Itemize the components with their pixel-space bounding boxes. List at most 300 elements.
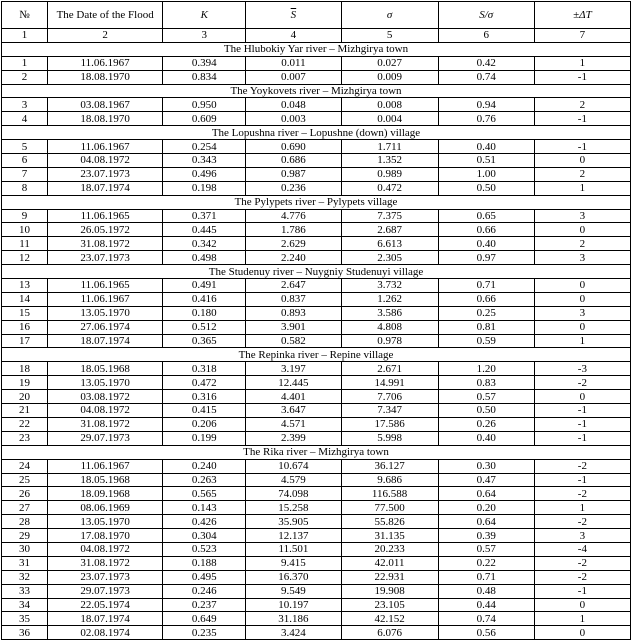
sigma-value: 36.127 (341, 459, 438, 473)
section-header-row (2, 265, 631, 279)
row-number: 22 (2, 417, 48, 431)
table-row (2, 515, 631, 529)
row-number: 5 (2, 140, 48, 154)
table-row (2, 404, 631, 418)
flood-date: 13.05.1970 (48, 376, 163, 390)
table-row (2, 612, 631, 626)
delta-t-value: 0 (534, 626, 630, 640)
ratio-value: 0.47 (438, 473, 534, 487)
s-mean-value: 0.003 (246, 112, 341, 126)
ratio-value: 0.40 (438, 140, 534, 154)
column-number-row (2, 29, 631, 43)
delta-t-value: -1 (534, 112, 630, 126)
delta-t-value: 2 (534, 167, 630, 181)
s-mean-value: 2.399 (246, 431, 341, 445)
section-header-row (2, 195, 631, 209)
row-number: 9 (2, 209, 48, 223)
flood-date: 26.05.1972 (48, 223, 163, 237)
ratio-value: 0.30 (438, 459, 534, 473)
table-row (2, 279, 631, 293)
flood-date: 08.06.1969 (48, 501, 163, 515)
table-row (2, 181, 631, 195)
sigma-value: 3.586 (341, 306, 438, 320)
sigma-value: 2.305 (341, 251, 438, 265)
section-title: The Rika river – Mizhgirya town (2, 445, 631, 459)
sigma-value: 0.004 (341, 112, 438, 126)
ratio-value: 0.39 (438, 529, 534, 543)
ratio-value: 0.50 (438, 181, 534, 195)
flood-date: 29.07.1973 (48, 584, 163, 598)
row-number: 19 (2, 376, 48, 390)
row-number: 31 (2, 556, 48, 570)
s-mean-value: 0.007 (246, 70, 341, 84)
table-row (2, 154, 631, 168)
delta-t-value: 0 (534, 223, 630, 237)
ratio-value: 1.00 (438, 167, 534, 181)
delta-t-value: -2 (534, 459, 630, 473)
table-row (2, 487, 631, 501)
s-mean-value: 3.901 (246, 320, 341, 334)
s-mean-value: 11.501 (246, 542, 341, 556)
column-number: 3 (163, 29, 246, 43)
k-value: 0.198 (163, 181, 246, 195)
delta-t-value: 0 (534, 390, 630, 404)
s-mean-value: 2.240 (246, 251, 341, 265)
table-row (2, 626, 631, 640)
delta-t-value: 0 (534, 320, 630, 334)
column-number: 6 (438, 29, 534, 43)
table-body (2, 42, 631, 639)
delta-t-value: 3 (534, 529, 630, 543)
delta-t-value: -1 (534, 473, 630, 487)
s-mean-value: 0.690 (246, 140, 341, 154)
sigma-value: 1.711 (341, 140, 438, 154)
row-number: 3 (2, 98, 48, 112)
k-value: 0.206 (163, 417, 246, 431)
section-title: The Hlubokiy Yar river – Mizhgirya town (2, 42, 631, 56)
section-title: The Yoykovets river – Mizhgirya town (2, 84, 631, 98)
flood-date: 04.08.1972 (48, 404, 163, 418)
s-mean-value: 15.258 (246, 501, 341, 515)
flood-date: 11.06.1967 (48, 292, 163, 306)
row-number: 25 (2, 473, 48, 487)
sigma-value: 1.352 (341, 154, 438, 168)
table-row (2, 223, 631, 237)
sigma-value: 0.009 (341, 70, 438, 84)
delta-t-value: -1 (534, 70, 630, 84)
ratio-value: 0.97 (438, 251, 534, 265)
s-mean-value: 2.647 (246, 279, 341, 293)
sigma-value: 42.152 (341, 612, 438, 626)
flood-date: 02.08.1974 (48, 626, 163, 640)
section-header-row (2, 445, 631, 459)
ratio-value: 0.50 (438, 404, 534, 418)
sigma-value: 77.500 (341, 501, 438, 515)
row-number: 36 (2, 626, 48, 640)
table-row (2, 584, 631, 598)
delta-t-value: 2 (534, 98, 630, 112)
table-row (2, 140, 631, 154)
k-value: 0.316 (163, 390, 246, 404)
table-row (2, 529, 631, 543)
delta-t-value: 0 (534, 292, 630, 306)
s-mean-value: 35.905 (246, 515, 341, 529)
s-mean-value: 16.370 (246, 570, 341, 584)
ratio-value: 0.74 (438, 612, 534, 626)
k-value: 0.199 (163, 431, 246, 445)
row-number: 15 (2, 306, 48, 320)
row-number: 7 (2, 167, 48, 181)
row-number: 17 (2, 334, 48, 348)
sigma-value: 55.826 (341, 515, 438, 529)
s-mean-value: 4.579 (246, 473, 341, 487)
table-row (2, 334, 631, 348)
column-number: 2 (48, 29, 163, 43)
k-value: 0.342 (163, 237, 246, 251)
flood-date: 22.05.1974 (48, 598, 163, 612)
sigma-value: 9.686 (341, 473, 438, 487)
flood-date: 31.08.1972 (48, 556, 163, 570)
sigma-value: 116.588 (341, 487, 438, 501)
s-mean-value: 9.549 (246, 584, 341, 598)
table-row (2, 56, 631, 70)
s-mean-value: 0.011 (246, 56, 341, 70)
k-value: 0.512 (163, 320, 246, 334)
delta-t-value: 1 (534, 334, 630, 348)
row-number: 14 (2, 292, 48, 306)
s-mean-value: 4.571 (246, 417, 341, 431)
section-header-row (2, 348, 631, 362)
column-number: 5 (341, 29, 438, 43)
ratio-value: 0.40 (438, 237, 534, 251)
k-value: 0.472 (163, 376, 246, 390)
flood-date: 03.08.1972 (48, 390, 163, 404)
column-number: 7 (534, 29, 630, 43)
ratio-value: 0.94 (438, 98, 534, 112)
table-row (2, 209, 631, 223)
ratio-value: 0.44 (438, 598, 534, 612)
column-number: 4 (246, 29, 341, 43)
s-mean-value: 2.629 (246, 237, 341, 251)
delta-t-value: 3 (534, 209, 630, 223)
header-s-sigma-ratio: S/σ (438, 2, 534, 29)
s-mean-value: 3.647 (246, 404, 341, 418)
row-number: 23 (2, 431, 48, 445)
delta-t-value: -2 (534, 376, 630, 390)
table-row (2, 376, 631, 390)
header-sigma: σ (341, 2, 438, 29)
row-number: 21 (2, 404, 48, 418)
sigma-value: 20.233 (341, 542, 438, 556)
sigma-value: 0.027 (341, 56, 438, 70)
delta-t-value: 3 (534, 251, 630, 265)
sigma-value: 6.613 (341, 237, 438, 251)
flood-date: 04.08.1972 (48, 154, 163, 168)
flood-date: 04.08.1972 (48, 542, 163, 556)
flood-date: 13.05.1970 (48, 306, 163, 320)
section-header-row (2, 42, 631, 56)
k-value: 0.304 (163, 529, 246, 543)
ratio-value: 0.74 (438, 70, 534, 84)
k-value: 0.240 (163, 459, 246, 473)
ratio-value: 0.48 (438, 584, 534, 598)
delta-t-value: -1 (534, 584, 630, 598)
k-value: 0.415 (163, 404, 246, 418)
ratio-value: 0.71 (438, 570, 534, 584)
sigma-value: 2.687 (341, 223, 438, 237)
ratio-value: 0.59 (438, 334, 534, 348)
row-number: 2 (2, 70, 48, 84)
delta-t-value: -2 (534, 570, 630, 584)
s-mean-value: 0.893 (246, 306, 341, 320)
ratio-value: 0.56 (438, 626, 534, 640)
table-row (2, 167, 631, 181)
delta-t-value: 1 (534, 612, 630, 626)
header-delta-t: ±ΔT (534, 2, 630, 29)
ratio-value: 0.83 (438, 376, 534, 390)
ratio-value: 0.22 (438, 556, 534, 570)
flood-date: 18.05.1968 (48, 362, 163, 376)
row-number: 8 (2, 181, 48, 195)
table-row (2, 556, 631, 570)
ratio-value: 0.57 (438, 542, 534, 556)
k-value: 0.343 (163, 154, 246, 168)
s-mean-value: 3.197 (246, 362, 341, 376)
ratio-value: 0.66 (438, 292, 534, 306)
table-row (2, 417, 631, 431)
delta-t-value: 0 (534, 279, 630, 293)
k-value: 0.188 (163, 556, 246, 570)
s-mean-value: 0.686 (246, 154, 341, 168)
ratio-value: 0.66 (438, 223, 534, 237)
row-number: 26 (2, 487, 48, 501)
section-title: The Repinka river – Repine village (2, 348, 631, 362)
k-value: 0.318 (163, 362, 246, 376)
ratio-value: 0.51 (438, 154, 534, 168)
k-value: 0.609 (163, 112, 246, 126)
ratio-value: 0.71 (438, 279, 534, 293)
delta-t-value: -2 (534, 515, 630, 529)
section-title: The Lopushna river – Lopushne (down) village (2, 126, 631, 140)
sigma-value: 0.472 (341, 181, 438, 195)
sigma-value: 17.586 (341, 417, 438, 431)
ratio-value: 1.20 (438, 362, 534, 376)
flood-date: 23.07.1973 (48, 570, 163, 584)
row-number: 13 (2, 279, 48, 293)
flood-date: 31.08.1972 (48, 237, 163, 251)
sigma-value: 0.989 (341, 167, 438, 181)
table-row (2, 292, 631, 306)
k-value: 0.143 (163, 501, 246, 515)
delta-t-value: -3 (534, 362, 630, 376)
ratio-value: 0.26 (438, 417, 534, 431)
ratio-value: 0.42 (438, 56, 534, 70)
sigma-value: 7.375 (341, 209, 438, 223)
flood-date: 11.06.1967 (48, 459, 163, 473)
ratio-value: 0.64 (438, 515, 534, 529)
delta-t-value: -1 (534, 431, 630, 445)
sigma-value: 42.011 (341, 556, 438, 570)
s-mean-value: 31.186 (246, 612, 341, 626)
k-value: 0.649 (163, 612, 246, 626)
flood-date: 18.05.1968 (48, 473, 163, 487)
table-row (2, 237, 631, 251)
sigma-value: 4.808 (341, 320, 438, 334)
k-value: 0.237 (163, 598, 246, 612)
flood-date: 18.08.1970 (48, 112, 163, 126)
column-number: 1 (2, 29, 48, 43)
k-value: 0.246 (163, 584, 246, 598)
sigma-value: 1.262 (341, 292, 438, 306)
sigma-value: 5.998 (341, 431, 438, 445)
row-number: 4 (2, 112, 48, 126)
s-mean-value: 12.445 (246, 376, 341, 390)
delta-t-value: -4 (534, 542, 630, 556)
ratio-value: 0.57 (438, 390, 534, 404)
row-number: 12 (2, 251, 48, 265)
row-number: 10 (2, 223, 48, 237)
flood-date: 18.08.1970 (48, 70, 163, 84)
k-value: 0.416 (163, 292, 246, 306)
sigma-value: 2.671 (341, 362, 438, 376)
section-title: The Studenuy river – Nuygniy Studenuyi village (2, 265, 631, 279)
sigma-value: 6.076 (341, 626, 438, 640)
s-mean-value: 0.582 (246, 334, 341, 348)
delta-t-value: -1 (534, 140, 630, 154)
table-row (2, 362, 631, 376)
flood-date: 27.06.1974 (48, 320, 163, 334)
header-k: K (163, 2, 246, 29)
table-row (2, 320, 631, 334)
ratio-value: 0.76 (438, 112, 534, 126)
table-row (2, 390, 631, 404)
s-mean-value: 1.786 (246, 223, 341, 237)
ratio-value: 0.40 (438, 431, 534, 445)
delta-t-value: -2 (534, 487, 630, 501)
k-value: 0.950 (163, 98, 246, 112)
delta-t-value: 1 (534, 181, 630, 195)
flood-data-table (1, 1, 631, 640)
k-value: 0.365 (163, 334, 246, 348)
k-value: 0.498 (163, 251, 246, 265)
ratio-value: 0.64 (438, 487, 534, 501)
k-value: 0.491 (163, 279, 246, 293)
sigma-value: 19.908 (341, 584, 438, 598)
header-number: № (2, 2, 48, 29)
row-number: 29 (2, 529, 48, 543)
sigma-value: 0.978 (341, 334, 438, 348)
row-number: 11 (2, 237, 48, 251)
flood-date: 11.06.1967 (48, 56, 163, 70)
k-value: 0.496 (163, 167, 246, 181)
flood-date: 23.07.1973 (48, 251, 163, 265)
k-value: 0.263 (163, 473, 246, 487)
header-date: The Date of the Flood (48, 2, 163, 29)
delta-t-value: 1 (534, 501, 630, 515)
row-number: 33 (2, 584, 48, 598)
row-number: 28 (2, 515, 48, 529)
delta-t-value: 3 (534, 306, 630, 320)
table-row (2, 473, 631, 487)
delta-t-value: 0 (534, 598, 630, 612)
s-mean-value: 74.098 (246, 487, 341, 501)
sigma-value: 14.991 (341, 376, 438, 390)
row-number: 20 (2, 390, 48, 404)
flood-date: 18.09.1968 (48, 487, 163, 501)
k-value: 0.523 (163, 542, 246, 556)
flood-date: 11.06.1967 (48, 140, 163, 154)
delta-t-value: -1 (534, 417, 630, 431)
s-mean-value: 12.137 (246, 529, 341, 543)
s-mean-value: 0.987 (246, 167, 341, 181)
flood-date: 13.05.1970 (48, 515, 163, 529)
s-mean-value: 9.415 (246, 556, 341, 570)
table-row (2, 459, 631, 473)
k-value: 0.495 (163, 570, 246, 584)
row-number: 30 (2, 542, 48, 556)
row-number: 1 (2, 56, 48, 70)
k-value: 0.394 (163, 56, 246, 70)
k-value: 0.371 (163, 209, 246, 223)
ratio-value: 0.65 (438, 209, 534, 223)
sigma-value: 23.105 (341, 598, 438, 612)
sigma-value: 31.135 (341, 529, 438, 543)
sigma-value: 3.732 (341, 279, 438, 293)
header-s-mean: $\overline{S}$ (246, 2, 341, 29)
flood-date: 03.08.1967 (48, 98, 163, 112)
s-mean-value: 4.401 (246, 390, 341, 404)
s-mean-value: 3.424 (246, 626, 341, 640)
table-row (2, 251, 631, 265)
row-number: 6 (2, 154, 48, 168)
flood-date: 11.06.1965 (48, 279, 163, 293)
row-number: 24 (2, 459, 48, 473)
k-value: 0.235 (163, 626, 246, 640)
k-value: 0.180 (163, 306, 246, 320)
table-row (2, 306, 631, 320)
k-value: 0.834 (163, 70, 246, 84)
table-row (2, 98, 631, 112)
row-number: 32 (2, 570, 48, 584)
k-value: 0.426 (163, 515, 246, 529)
sigma-value: 7.347 (341, 404, 438, 418)
delta-t-value: -2 (534, 556, 630, 570)
table-row (2, 112, 631, 126)
flood-date: 23.07.1973 (48, 167, 163, 181)
flood-date: 18.07.1974 (48, 334, 163, 348)
delta-t-value: -1 (534, 404, 630, 418)
table-row (2, 598, 631, 612)
table-row (2, 70, 631, 84)
k-value: 0.254 (163, 140, 246, 154)
section-header-row (2, 84, 631, 98)
table-row (2, 501, 631, 515)
row-number: 34 (2, 598, 48, 612)
delta-t-value: 2 (534, 237, 630, 251)
sigma-value: 0.008 (341, 98, 438, 112)
flood-date: 31.08.1972 (48, 417, 163, 431)
ratio-value: 0.25 (438, 306, 534, 320)
k-value: 0.445 (163, 223, 246, 237)
flood-date: 11.06.1965 (48, 209, 163, 223)
flood-date: 18.07.1974 (48, 181, 163, 195)
s-mean-value: 0.048 (246, 98, 341, 112)
delta-t-value: 0 (534, 154, 630, 168)
s-mean-value: 0.236 (246, 181, 341, 195)
section-title: The Pylypets river – Pylypets village (2, 195, 631, 209)
s-mean-value: 10.197 (246, 598, 341, 612)
sigma-value: 7.706 (341, 390, 438, 404)
